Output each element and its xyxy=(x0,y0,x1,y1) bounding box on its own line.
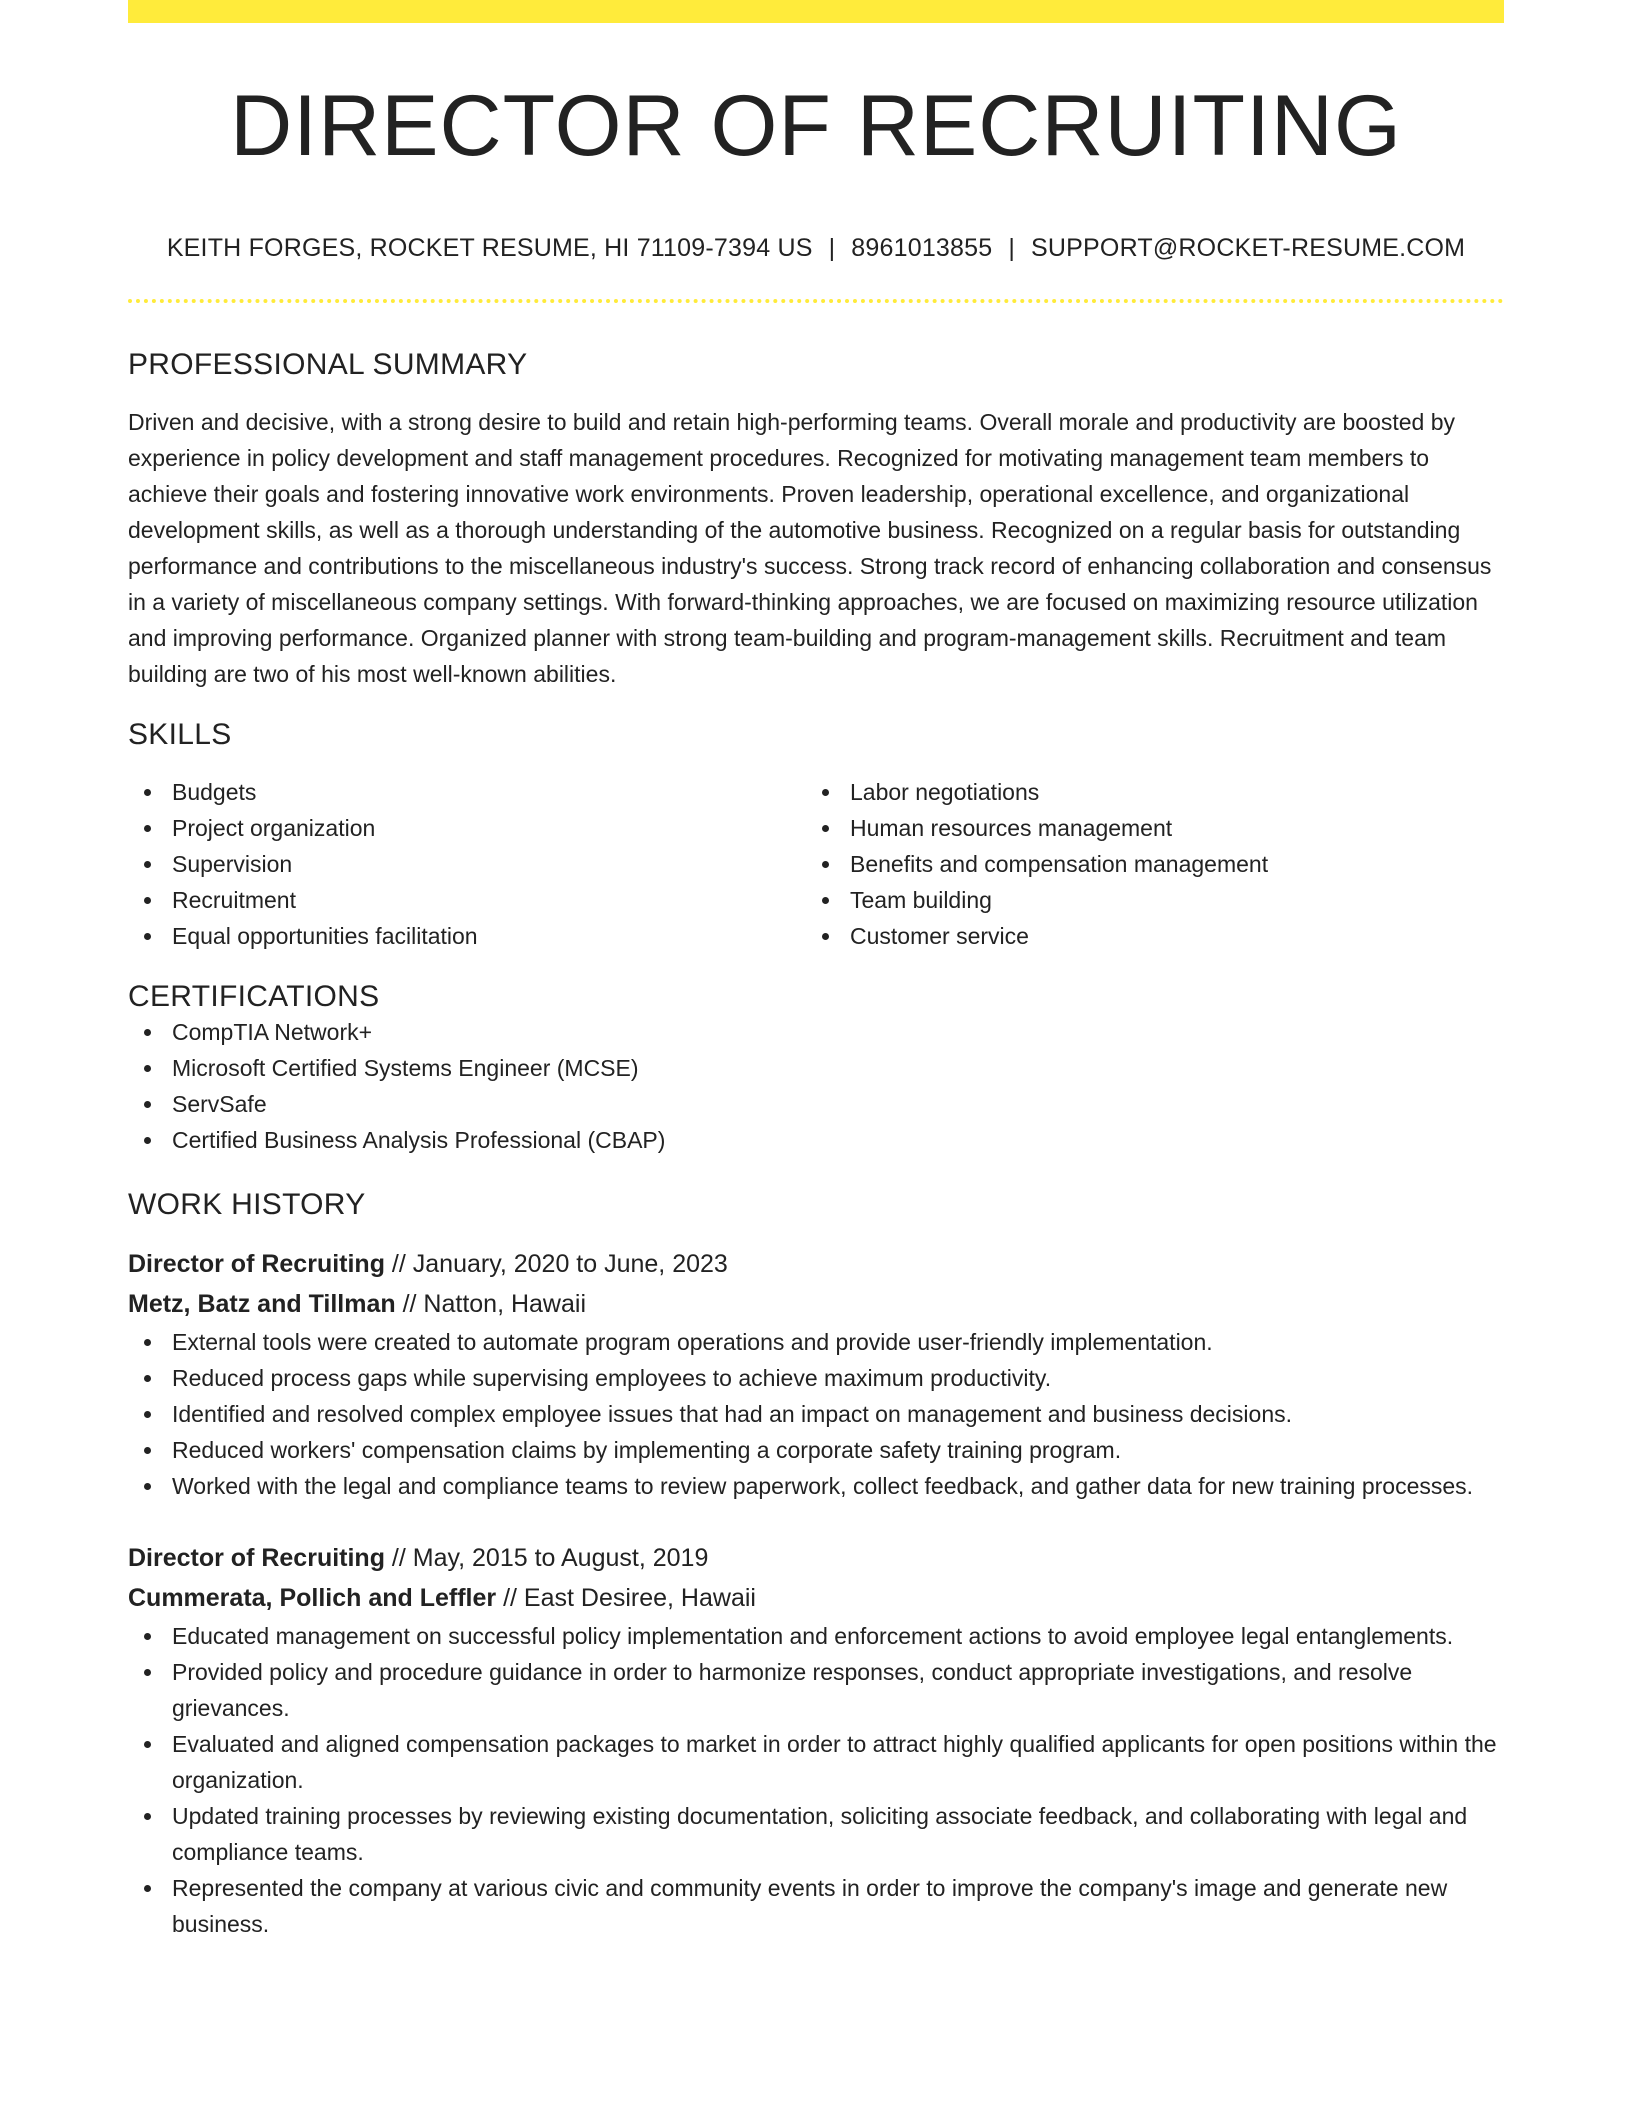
job-title-line xyxy=(128,1538,1504,1578)
skills-column-left xyxy=(128,774,806,954)
job-duty-item: Represented the company at various civic and community events in order to improve the company's image and generate new business. xyxy=(128,1870,1504,1942)
job-location: // Natton, Hawaii xyxy=(395,1290,586,1318)
job-duty-item: Provided policy and procedure guidance in order to harmonize responses, conduct appropriate investigations, and resolve grievances. xyxy=(128,1654,1504,1726)
skill-item: Human resources management xyxy=(806,810,1484,846)
top-accent-bar xyxy=(128,0,1504,23)
job-duty-item: Updated training processes by reviewing existing documentation, soliciting associate feedback, and collaborating with legal and compliance teams. xyxy=(128,1798,1504,1870)
contact-info xyxy=(128,234,1504,263)
work-history-heading: WORK HISTORY xyxy=(128,1188,366,1221)
job-title: Director of Recruiting xyxy=(128,1250,385,1278)
certification-item: Certified Business Analysis Professional (CBAP) xyxy=(128,1122,1504,1158)
skill-item: Recruitment xyxy=(128,882,806,918)
summary-heading: PROFESSIONAL SUMMARY xyxy=(128,348,528,381)
certification-item: CompTIA Network+ xyxy=(128,1014,1504,1050)
job-dates: // January, 2020 to June, 2023 xyxy=(384,1250,728,1278)
job-title-line xyxy=(128,1244,1504,1284)
contact-separator: | xyxy=(1008,234,1016,262)
skill-item: Budgets xyxy=(128,774,806,810)
job-duty-item: Evaluated and aligned compensation packages to market in order to attract highly qualified applicants for open positions within the organization. xyxy=(128,1726,1504,1798)
skills-heading: SKILLS xyxy=(128,718,232,751)
job-company-line xyxy=(128,1578,1504,1618)
job-duty-item: Worked with the legal and compliance teams to review paperwork, collect feedback, and gather data for new training processes. xyxy=(128,1468,1504,1504)
job-duty-item: Educated management on successful policy implementation and enforcement actions to avoid employee legal entanglements. xyxy=(128,1618,1504,1654)
job-company: Cummerata, Pollich and Leffler xyxy=(128,1584,497,1612)
job-entry xyxy=(128,1244,1504,1504)
certification-item: ServSafe xyxy=(128,1086,1504,1122)
certifications-heading: CERTIFICATIONS xyxy=(128,980,380,1013)
job-title: Director of Recruiting xyxy=(128,1544,385,1572)
job-company: Metz, Batz and Tillman xyxy=(128,1290,396,1318)
header-divider xyxy=(128,299,1504,303)
skill-item: Team building xyxy=(806,882,1484,918)
job-dates: // May, 2015 to August, 2019 xyxy=(384,1544,709,1572)
job-duty-item: Reduced workers' compensation claims by implementing a corporate safety training program. xyxy=(128,1432,1504,1468)
skills-grid xyxy=(128,774,1504,954)
contact-phone: 8961013855 xyxy=(851,234,993,262)
job-duty-item: Reduced process gaps while supervising employees to achieve maximum productivity. xyxy=(128,1360,1504,1396)
skill-item: Benefits and compensation management xyxy=(806,846,1484,882)
contact-address: KEITH FORGES, ROCKET RESUME, HI 71109-7394 US xyxy=(166,234,813,262)
skills-list-right xyxy=(806,774,1484,954)
skill-item: Equal opportunities facilitation xyxy=(128,918,806,954)
skills-column-right xyxy=(806,774,1484,954)
job-entry xyxy=(128,1538,1504,1942)
skill-item: Project organization xyxy=(128,810,806,846)
job-location: // East Desiree, Hawaii xyxy=(496,1584,756,1612)
job-duties-list xyxy=(128,1618,1504,1942)
certification-item: Microsoft Certified Systems Engineer (MCSE) xyxy=(128,1050,1504,1086)
contact-email: SUPPORT@ROCKET-RESUME.COM xyxy=(1031,234,1466,262)
resume-page xyxy=(128,0,1504,1942)
skill-item: Customer service xyxy=(806,918,1484,954)
job-company-line xyxy=(128,1284,1504,1324)
job-duty-item: Identified and resolved complex employee issues that had an impact on management and business decisions. xyxy=(128,1396,1504,1432)
skills-list-left xyxy=(128,774,806,954)
certifications-list xyxy=(128,1014,1504,1158)
contact-separator: | xyxy=(828,234,836,262)
summary-text: Driven and decisive, with a strong desire to build and retain high-performing teams. Overall morale and productivity are boosted by experience in policy development and staff management procedures. Recognized for motivating management team members to achieve their goals and fostering innovative work environments. Proven leadership, operational excellence, and organizational development skills, as well as a thorough understanding of the automotive business. Recognized on a regular basis for outstanding performance and contributions to the miscellaneous industry's success. Strong track record of enhancing collaboration and consensus in a variety of miscellaneous company settings. With forward-thinking approaches, we are focused on maximizing resource utilization and improving performance. Organized planner with strong team-building and program-management skills. Recruitment and team building are two of his most well-known abilities. xyxy=(128,409,1492,687)
skill-item: Supervision xyxy=(128,846,806,882)
job-duties-list xyxy=(128,1324,1504,1504)
skill-item: Labor negotiations xyxy=(806,774,1484,810)
resume-title: DIRECTOR OF RECRUITING xyxy=(230,78,1402,174)
job-duty-item: External tools were created to automate program operations and provide user-friendly implementation. xyxy=(128,1324,1504,1360)
